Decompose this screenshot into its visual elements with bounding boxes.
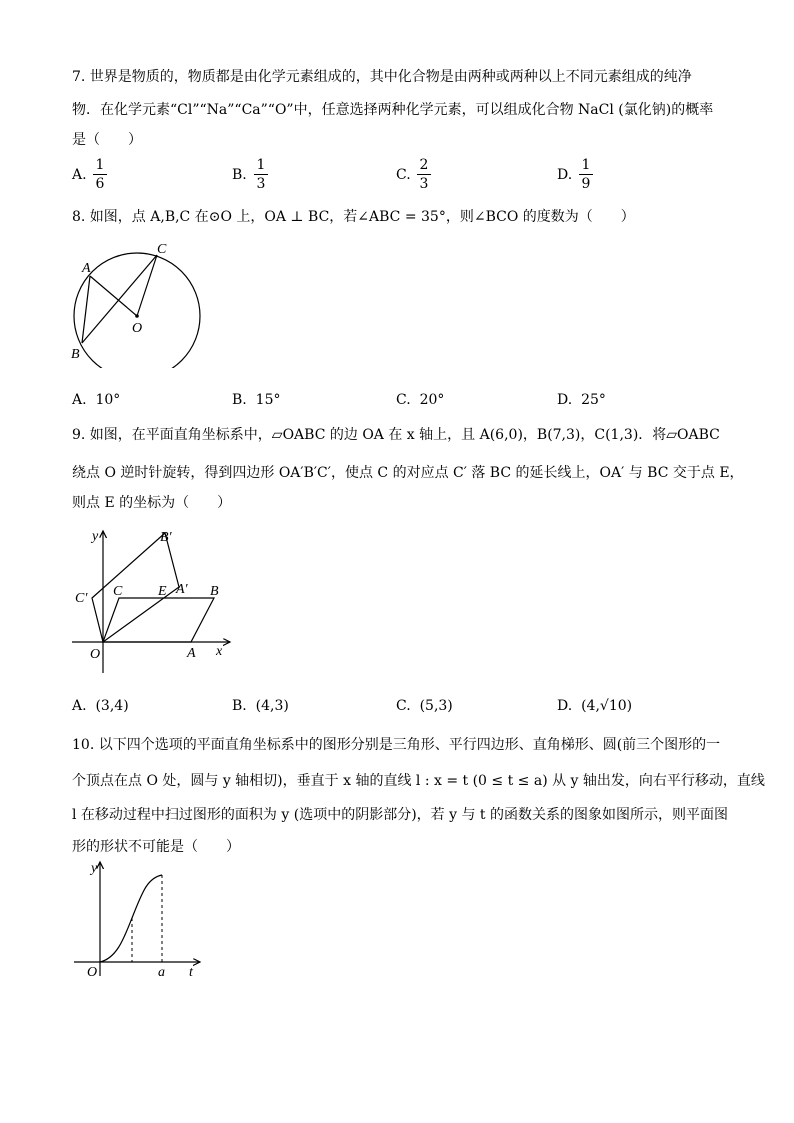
q8-option-a-value: 10°	[95, 392, 121, 408]
label-o: O	[132, 321, 143, 336]
q10-line-4: 形的形状不可能是（ ）	[72, 839, 240, 855]
q8-option-a-label: A.	[72, 392, 87, 408]
q7-option-c-fraction	[417, 157, 431, 192]
q9-line-1: 9. 如图，在平面直角坐标系中，▱OABC 的边 OA 在 x 轴上，且 A(6,0)，B(7,3)，C(1,3)．将▱OABC	[72, 427, 720, 443]
denominator: 3	[256, 176, 266, 192]
q9-option-c-label: C.	[396, 698, 411, 714]
denominator: 3	[419, 176, 429, 192]
label-t: t	[189, 965, 193, 980]
segment-ab	[82, 276, 90, 343]
q8-option-d-label: D.	[557, 392, 573, 408]
denominator: 6	[95, 176, 105, 192]
center-point	[135, 314, 139, 318]
label-c: C	[157, 242, 167, 257]
segment-oa	[90, 276, 137, 316]
q9-option-b-value: (4,3)	[255, 698, 289, 714]
q7-line-2: 物．在化学元素“Cl”“Na”“Ca”“O”中，任意选择两种化学元素，可以组成化合物 NaCl (氯化钠)的概率	[72, 102, 714, 118]
q8-option-c-value: 20°	[419, 392, 445, 408]
q7-option-d-fraction	[579, 157, 593, 192]
numerator: 1	[581, 157, 591, 173]
label-c-prime: C′	[75, 591, 88, 606]
circle-o	[74, 253, 200, 368]
parallelogram-oabc	[103, 598, 214, 642]
q8-circle-figure	[65, 238, 215, 368]
q8-option-b-value: 15°	[255, 392, 281, 408]
q9-coordinate-figure	[72, 525, 237, 675]
label-a: a	[158, 965, 165, 980]
q10-function-graph	[72, 858, 207, 983]
q8-option-b-label: B.	[232, 392, 247, 408]
q7-option-a-fraction	[93, 157, 107, 192]
numerator: 1	[256, 157, 266, 173]
q10-line-2: 个顶点在点 O 处，圆与 y 轴相切)，垂直于 x 轴的直线 l : x = t (0 ≤ t ≤ a) 从 y 轴出发，向右平行移动，直线	[72, 773, 765, 789]
segment-bc	[82, 255, 157, 343]
q10-line-3: l 在移动过程中扫过图形的面积为 y (选项中的阴影部分)，若 y 与 t 的函数关系的图象如图所示，则平面图	[72, 807, 728, 823]
segment-co	[137, 255, 157, 316]
label-x: x	[216, 644, 223, 659]
q10-line-1: 10. 以下四个选项的平面直角坐标系中的图形分别是三角形、平行四边形、直角梯形、圆(前三个图形的一	[72, 737, 721, 753]
q9-option-a-value: (3,4)	[95, 698, 129, 714]
label-y: y	[92, 529, 99, 544]
label-c: C	[113, 584, 123, 599]
q8-line-1: 8. 如图，点 A,B,C 在⊙O 上，OA ⊥ BC，若∠ABC = 35°，则∠BCO 的度数为（ ）	[72, 209, 635, 225]
q8-option-c-label: C.	[396, 392, 411, 408]
label-b: B	[210, 584, 219, 599]
q7-option-b-label: B.	[232, 167, 247, 183]
label-y: y	[91, 861, 98, 876]
q7-line-3: 是（ ）	[72, 132, 142, 148]
label-e: E	[158, 584, 167, 599]
q8-option-d-value: 25°	[581, 392, 606, 408]
label-o: O	[87, 965, 98, 980]
q9-line-2: 绕点 O 逆时针旋转，得到四边形 OA′B′C′，使点 C 的对应点 C′ 落 BC 的延长线上，OA′ 与 BC 交于点 E，	[72, 465, 744, 481]
q7-line-1: 7. 世界是物质的，物质都是由化学元素组成的，其中化合物是由两种或两种以上不同元素组成的纯净	[72, 69, 692, 85]
q9-line-3: 则点 E 的坐标为（ ）	[72, 495, 232, 511]
numerator: 1	[95, 157, 105, 173]
label-b: B	[71, 347, 80, 362]
q9-option-d-value: (4,√10)	[581, 698, 633, 714]
label-b-prime: B′	[160, 530, 172, 545]
q9-option-c-value: (5,3)	[419, 698, 453, 714]
label-o: O	[90, 647, 101, 662]
label-a: A	[82, 261, 91, 276]
label-a: A	[187, 646, 196, 661]
q9-option-b-label: B.	[232, 698, 247, 714]
q9-option-d-label: D.	[557, 698, 573, 714]
q7-option-c-label: C.	[396, 167, 411, 183]
q7-option-a-label: A.	[72, 167, 87, 183]
q9-option-a-label: A.	[72, 698, 87, 714]
q7-option-b-fraction	[254, 157, 268, 192]
q7-option-d-label: D.	[557, 167, 573, 183]
denominator: 9	[581, 176, 591, 192]
label-a-prime: A′	[176, 582, 188, 597]
numerator: 2	[419, 157, 429, 173]
function-curve	[100, 875, 162, 962]
